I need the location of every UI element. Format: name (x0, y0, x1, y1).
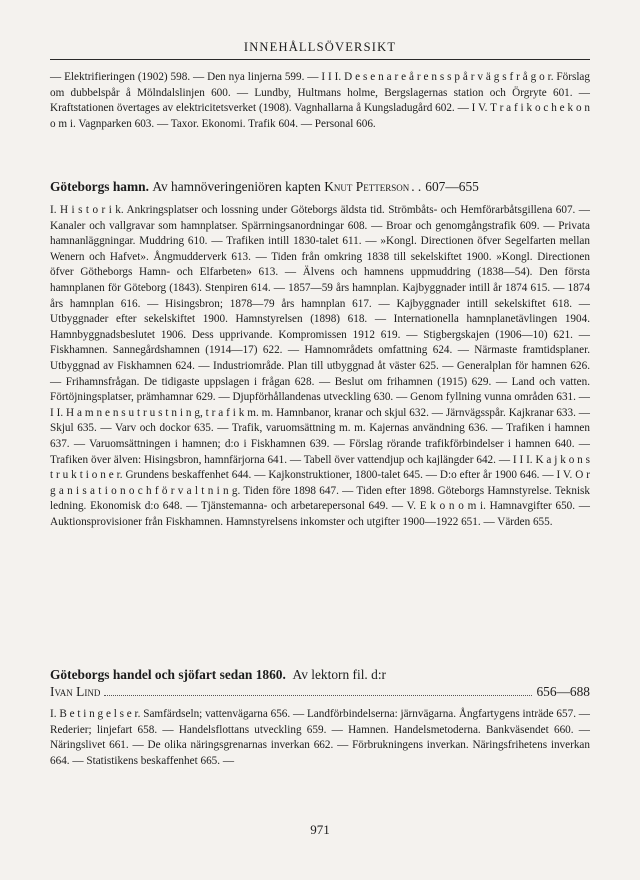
section-heading-hamn (50, 178, 590, 195)
dot-leader (104, 695, 532, 696)
page-range: 656—688 (536, 684, 590, 699)
byline-prefix: Av hamnöveringeniören kapten (152, 179, 321, 194)
author-name: Knut Petterson (324, 179, 410, 194)
section-title: Göteborgs handel och sjöfart sedan 1860. (50, 667, 286, 682)
section-body-handel: I. B e t i n g e l s e r. Samfärdseln; vattenvägarna 656. — Landförbindelserna: järnvägarna. Ångfartygens inträde 657. — Rederier; linjefart 658. — Handelsflottans utveckling 659. — Hamnen. Handelsmetoderna. Bankväsendet 660. — Näringslivet 661. — De olika näringsgrenarnas inverkan 662. — Förbrukningens inverkan. Näringsfrihetens inverkan 664. — Statistikens beskaffenhet 665. — (50, 708, 590, 767)
running-head: INNEHÅLLSÖVERSIKT (243, 40, 397, 54)
section-body-hamn: I. H i s t o r i k. Ankringsplatser och lossning under Göteborgs äldsta tid. Strömbåts- och Hemförarbåtsgillena 607. — Kanaler och vallgravar som hamnplatser. Spärrningsanordningar 608. — Broar och genomgångstrafik 609. — Privata hamnanläggningar. Muddring 610. — Trafiken intill 1830-talet 611. — »Kongl. Directionen öfver Segelfarten mellan Wenern och Hafvet». Ångmudderverk 613. — Tiden från omkring 1838 till sekelskiftet 1900. »Kongl. Directionen öfver Götheborgs Hamn- och Elfarbeten» 613. — Älvens och hamnens uppmuddring (1838—54). Den första hamnplanen för Göteborg (1843). Stenpiren 614. — 1857—59 års hamnplan. Kajbyggnader intill år 1874 615. — 1874 års hamnplan 616. — Hisingsbron; 1878—79 års hamnplan 617. — Kajbyggnader intill sekelskiftet 618. — Utbyggnader efter sekelskiftet 1900. Hamnstyrelsen (1898) 618. — Internationella hamnplanetävlingen 1904. Hamnbyggnadsbeslutet 1906. Dess upprivande. Kompromissen 1912 619. — Stigbergskajen (1906—10) 621. — Fiskhamnen. Sannegårdshamnen (1914—17) 622. — Hamnområdets omfattning 624. — Närmaste framtidsplaner. Utbyggnad av Fiskhamnen 624. — Industriområde. Plan till utbyggnad åt väster 625. — Generalplan för hamnen 626. — Frihamnsfrågan. De tidigaste uppslagen i frågan 628. — Beslut om frihamnen (1915) 629. — Land och vatten. Förtöjningsplatser, prämhamnar 629. — Djupförhållandenas utveckling 630. — Genom fyllning vunna områden 631. — I I. H a m n e n s u t r u s t n i n g, t r a f i k m. m. Hamnbanor, kranar och skjul 632. — Järnvägsspår. Kajkranar 633. — Skjul 635. — Varv och dockor 635. — Trafik, varuomsättning m. m. Kajernas användning 636. — Trafiken i hamnen 637. — Varuomsättningen i hamnen; d:o i Fiskhamnen 639. — Förslag rörande trafikförbindelser i hamnen 640. — Trafiken över älven: Hisingsbron, hamnfärjorna 641. — Tabell över vattendjup och kajlängder 642. — I I I. K a j k o n s t r u k t i o n e r. Grundens beskaffenhet 644. — Kajkonstruktioner, 1800-talet 645. — D:o efter år 1900 646. — I V. O r g a n i s a t i o n o c h f ö r v a l t n i n g. Tiden före 1898 647. — Tiden efter 1898. Göteborgs Hamnstyrelse. Teknisk ledning. Ekonomisk d:o 648. — Tjänstemanna- och arbetarepersonal 649. — V. E k o n o m i. Hamnavgifter 650. — Auktionsprovisioner från Fiskhamnen. Hamnstyrelsens inkomster och utgifter 1900—1922 651. — Värden 655. (50, 204, 590, 528)
leader-dots: . . (411, 179, 422, 194)
page-range: 607—655 (425, 179, 479, 194)
section-title: Göteborgs hamn. (50, 179, 149, 194)
page-number: 971 (310, 822, 330, 837)
section-heading-handel (50, 666, 590, 700)
header-rule (50, 59, 590, 60)
byline-prefix: Av lektorn fil. d:r (292, 667, 386, 682)
continuation-paragraph: — Elektrifieringen (1902) 598. — Den nya linjerna 599. — I I I. D e s e n a r e å r e n s s p å r v ä g s f r å g o r. Förslag om dubbelspår å Mölndalslinjen 600. — Lundby, Hultmans holme, Bergslagernas station och Örgryte 601. — Kraftstationen övertages av elektricitetsverket (1908). Vagnhallarna å Kungsladugård 602. — I V. T r a f i k o c h e k o n o m i. Vagnparken 603. — Taxor. Ekonomi. Trafik 604. — Personal 606. (50, 71, 590, 130)
author-name: Ivan Lind (50, 684, 101, 699)
